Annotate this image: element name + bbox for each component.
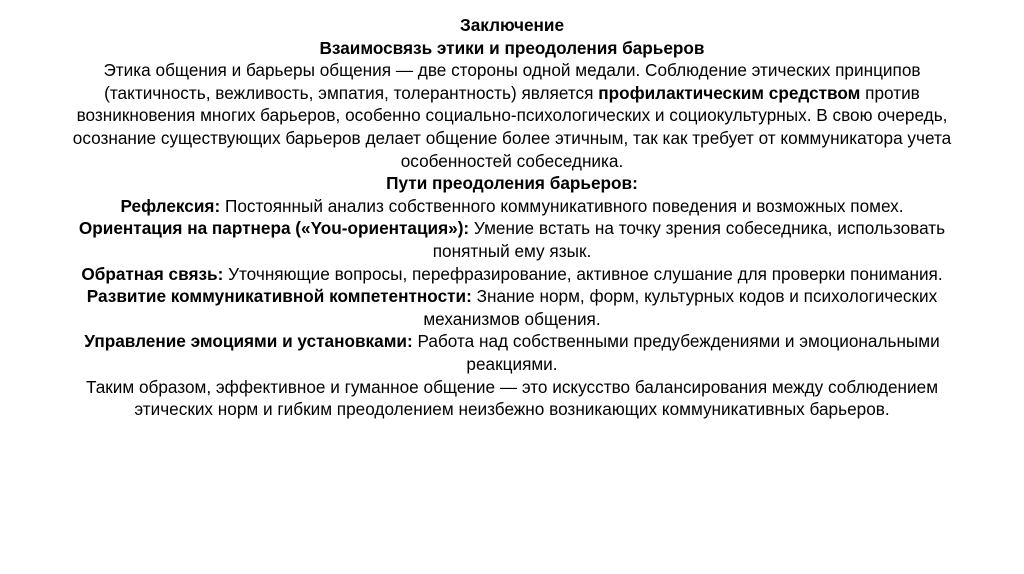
intro-text-1: Этика общения и барьеры общения — две стороны одной медали. Соблюдение этических принципов (тактичность, вежливость, эмпатия, толерантность) является xyxy=(103,60,921,103)
way-term: Управление эмоциями и установками: xyxy=(84,331,413,352)
way-term: Развитие коммуникативной компетентности: xyxy=(86,286,472,307)
way-text: Работа над собственными предубеждениями и эмоциональными реакциями. xyxy=(412,331,940,374)
slide-subtitle: Взаимосвязь этики и преодоления барьеров xyxy=(319,37,705,58)
way-item-emotions xyxy=(60,330,964,375)
way-term: Обратная связь: xyxy=(81,263,224,284)
way-item-feedback xyxy=(60,263,964,286)
way-item-reflection xyxy=(60,195,964,218)
way-item-partner-orientation xyxy=(60,217,964,262)
intro-text-2: против возникновения многих барьеров, особенно социально-психологических и социокультурных. В свою очередь, осознание существующих барьеров делает общение более этичным, так как требует от коммуникатора учета особенностей собеседника. xyxy=(72,82,952,171)
way-text: Постоянный анализ собственного коммуникативного поведения и возможных помех. xyxy=(220,195,904,216)
slide-title: Заключение xyxy=(459,15,565,35)
ways-heading: Пути преодоления барьеров: xyxy=(386,173,638,194)
way-term: Ориентация на партнера («You-ориентация»): xyxy=(78,218,470,239)
way-text: Умение встать на точку зрения собеседника, использовать понятный ему язык. xyxy=(432,218,946,261)
way-item-competence xyxy=(60,285,964,330)
intro-bold-text: профилактическим средством xyxy=(598,82,861,103)
conclusion-paragraph: Таким образом, эффективное и гуманное общение — это искусство балансирования между соблюдением этических норм и гибким преодолением неизбежно возникающих коммуникативных барьеров. xyxy=(85,376,939,420)
way-term: Рефлексия: xyxy=(120,195,221,216)
way-text: Знание норм, форм, культурных кодов и психологических механизмов общения. xyxy=(423,286,938,329)
way-text: Уточняющие вопросы, перефразирование, активное слушание для проверки понимания. xyxy=(223,263,943,284)
intro-paragraph xyxy=(60,59,964,172)
